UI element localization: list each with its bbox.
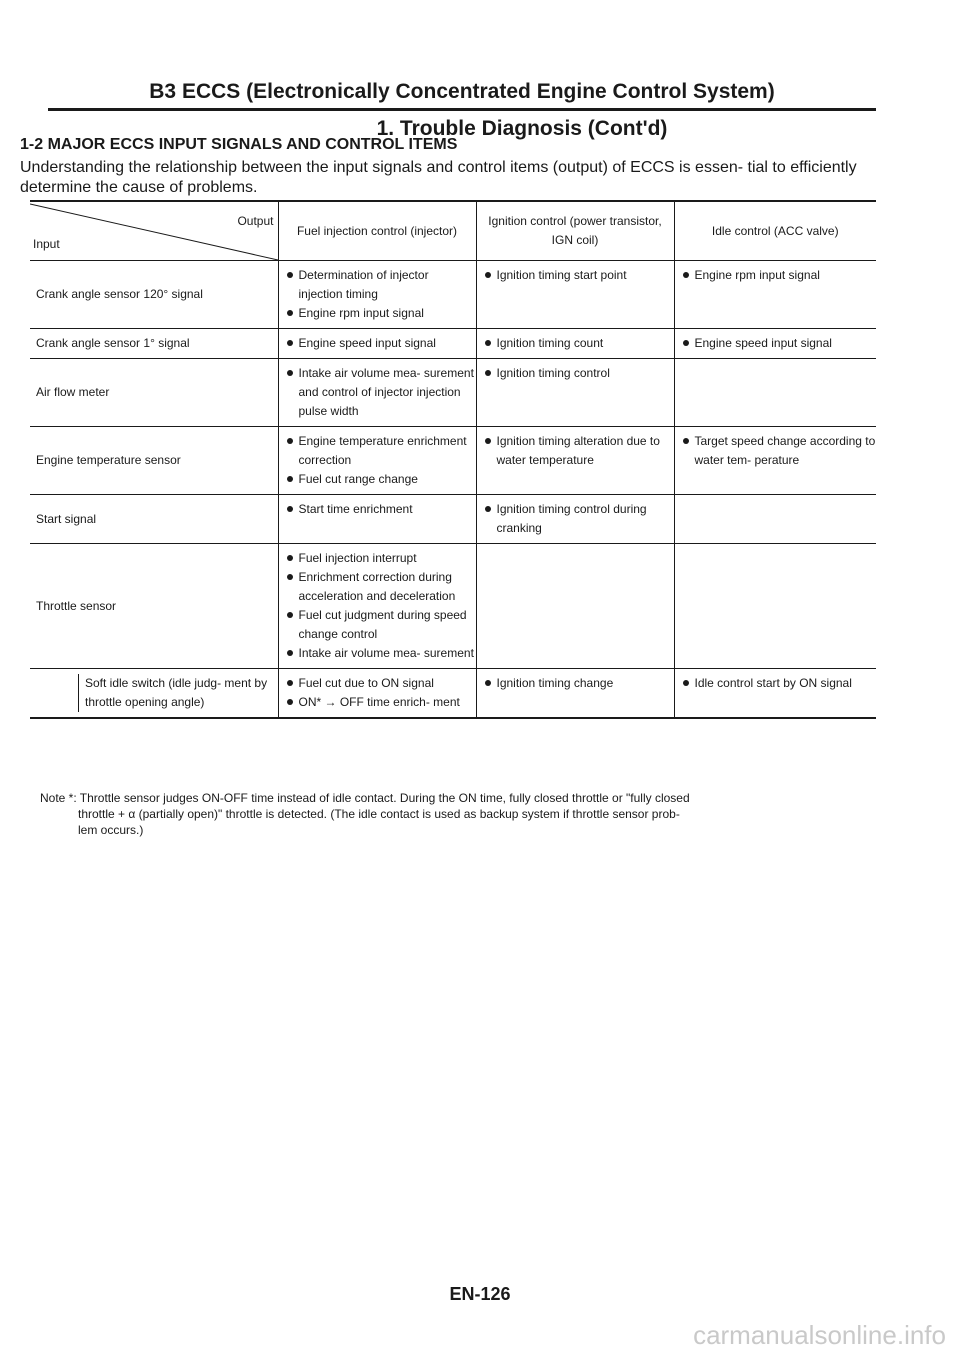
list-item: Idle control start by ON signal: [683, 674, 877, 693]
footnote-line: lem occurs.): [78, 823, 144, 837]
list-item: Enrichment correction during acceleration and deceleration: [287, 568, 476, 606]
idle-cell: [674, 495, 876, 544]
corner-input-label: Input: [33, 237, 60, 251]
list-item: Engine speed input signal: [287, 334, 476, 353]
idle-cell: [674, 544, 876, 669]
fuel-cell: [278, 544, 476, 669]
table-row: [30, 544, 876, 669]
soft-idle-switch-label: Soft idle switch (idle judg- ment by throttle opening angle): [78, 674, 278, 712]
fuel-cell: [278, 359, 476, 427]
list-item: Ignition timing count: [485, 334, 674, 353]
table-row: [30, 329, 876, 359]
input-signal-cell: Air flow meter: [30, 359, 278, 427]
fuel-cell: [278, 669, 476, 719]
list-item: Ignition timing start point: [485, 266, 674, 285]
list-item: Start time enrichment: [287, 500, 476, 519]
list-item: Ignition timing change: [485, 674, 674, 693]
fuel-cell: [278, 329, 476, 359]
ignition-cell: [476, 544, 674, 669]
ignition-cell: [476, 669, 674, 719]
idle-cell: [674, 359, 876, 427]
list-item: Ignition timing control during cranking: [485, 500, 674, 538]
header-title: B3 ECCS (Electronically Concentrated Engine Control System): [48, 80, 876, 111]
list-item: Fuel cut judgment during speed change control: [287, 606, 476, 644]
ignition-cell: [476, 495, 674, 544]
list-item: Engine rpm input signal: [287, 304, 476, 323]
list-item: Fuel cut range change: [287, 470, 476, 489]
list-item: Target speed change according to water tem- perature: [683, 432, 877, 470]
list-item: Engine temperature enrichment correction: [287, 432, 476, 470]
table-header-row: [30, 201, 876, 261]
corner-output-label: Output: [237, 214, 274, 228]
input-signal-cell: Crank angle sensor 120° signal: [30, 261, 278, 329]
list-item: Ignition timing alteration due to water temperature: [485, 432, 674, 470]
watermark: carmanualsonline.info: [693, 1320, 946, 1350]
idle-cell: [674, 427, 876, 495]
intro-paragraph: Understanding the relationship between the input signals and control items (output) of ECCS is essen- tial to efficiently determine the cause of problems.: [20, 159, 857, 196]
header-ignition-control: Ignition control (power transistor, IGN coil): [476, 201, 674, 261]
ignition-cell: [476, 329, 674, 359]
footnote-line: throttle + α (partially open)" throttle is detected. (The idle contact is used as backup system if throttle sensor prob-: [78, 807, 680, 821]
page-header: [48, 80, 876, 141]
diagonal-divider: [30, 202, 278, 260]
input-signal-cell: Crank angle sensor 1° signal: [30, 329, 278, 359]
fuel-cell: [278, 427, 476, 495]
list-item: Fuel cut due to ON signal: [287, 674, 476, 693]
table-row: [30, 261, 876, 329]
ignition-cell: [476, 359, 674, 427]
input-signal-cell: Start signal: [30, 495, 278, 544]
list-item: Intake air volume mea- surement and control of injector injection pulse width: [287, 364, 476, 421]
input-signal-cell: Throttle sensor: [30, 544, 278, 669]
page-number: EN-126: [449, 1284, 511, 1304]
input-signal-cell: [30, 669, 278, 719]
ignition-cell: [476, 261, 674, 329]
table-row: [30, 427, 876, 495]
list-item: Engine rpm input signal: [683, 266, 877, 285]
list-item: Determination of injector injection timing: [287, 266, 476, 304]
corner-cell: [30, 201, 278, 261]
table-row: [30, 669, 876, 719]
idle-cell: [674, 261, 876, 329]
list-item: Engine speed input signal: [683, 334, 877, 353]
list-item: ON* → OFF time enrich- ment: [287, 693, 476, 712]
table-row: [30, 495, 876, 544]
header-fuel-injection: Fuel injection control (injector): [278, 201, 476, 261]
signals-control-table: [30, 200, 876, 719]
section-title: 1. Trouble Diagnosis (Cont'd): [376, 117, 668, 140]
list-item: Fuel injection interrupt: [287, 549, 476, 568]
ignition-cell: [476, 427, 674, 495]
fuel-cell: [278, 495, 476, 544]
fuel-cell: [278, 261, 476, 329]
section-heading: 1-2 MAJOR ECCS INPUT SIGNALS AND CONTROL ITEMS: [20, 136, 458, 153]
list-item: Ignition timing control: [485, 364, 674, 383]
header-idle-control: Idle control (ACC valve): [674, 201, 876, 261]
footnote: [40, 790, 876, 838]
idle-cell: [674, 669, 876, 719]
idle-cell: [674, 329, 876, 359]
input-signal-cell: Engine temperature sensor: [30, 427, 278, 495]
list-item: Intake air volume mea- surement: [287, 644, 476, 663]
table-row: [30, 359, 876, 427]
footnote-line: Note *: Throttle sensor judges ON-OFF time instead of idle contact. During the ON time, fully closed throttle or "fully closed: [40, 791, 690, 805]
